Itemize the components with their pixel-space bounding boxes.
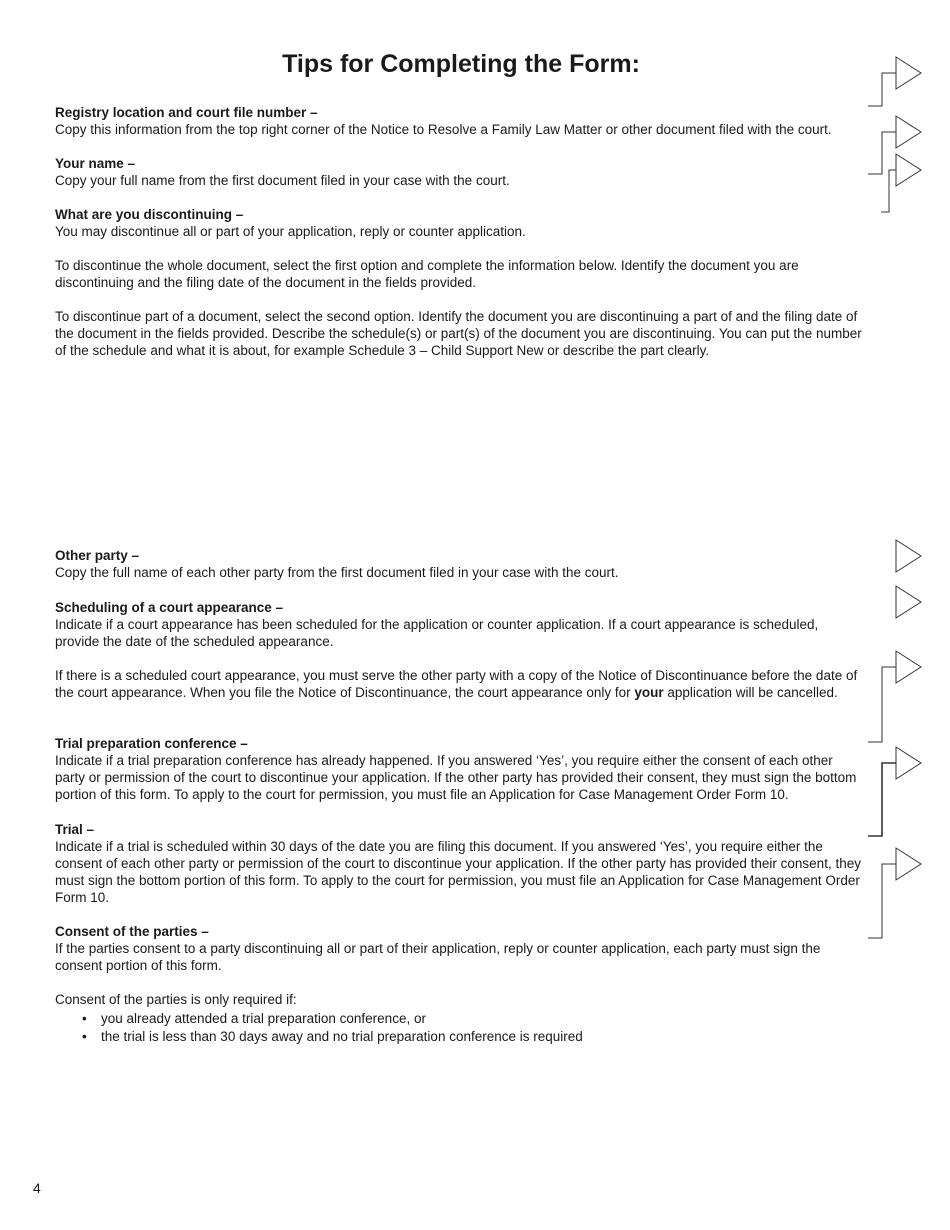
section-heading: Trial – (55, 822, 95, 837)
section-body: Indicate if a trial preparation conference has already happened. If you answered ‘Yes’, you require either the consent of each other party or permission of the court to discontinue your application. If the other party has provided their consent, they must sign the bottom portion of this form. To apply to the court for permission, you must file an Application for Case Management Order Form 10. (55, 753, 857, 802)
triangle-marker-icon (896, 747, 921, 779)
serve-text-after: application will be cancelled. (667, 685, 838, 700)
section-heading: What are you discontinuing – (55, 207, 244, 222)
section-paragraph-whole: To discontinue the whole document, select the first option and complete the information below. Identify the document you are discontinuing and the filing date of the document in the fields provided. (55, 258, 799, 290)
section-heading: Scheduling of a court appearance – (55, 600, 284, 615)
section-heading: Trial preparation conference – (55, 736, 248, 751)
section-body: Copy this information from the top right corner of the Notice to Resolve a Family Law Matter or other document filed with the court. (55, 122, 832, 137)
triangle-marker-icon (896, 586, 921, 618)
page-title: Tips for Completing the Form: (282, 50, 640, 78)
section-heading: Your name – (55, 156, 136, 171)
bracket-connector-icon (868, 132, 896, 174)
list-item: • you already attended a trial preparation conference, or (55, 1010, 865, 1027)
triangle-marker-icon (896, 540, 921, 572)
bracket-connector-icon (868, 864, 896, 938)
serve-text-before: If there is a scheduled court appearance, you must serve the other party with a copy of the Notice of Discontinuance before the date of the court appearance. When you file the Notice of Discontinuance, the court appearance only for (55, 668, 858, 700)
section-body: You may discontinue all or part of your application, reply or counter application. (55, 224, 526, 239)
consent-only-if: Consent of the parties is only required if: (55, 992, 297, 1007)
list-item: • the trial is less than 30 days away and no trial preparation conference is required (55, 1028, 865, 1045)
section-paragraph-part: To discontinue part of a document, select the second option. Identify the document you are discontinuing a part of and the filing date of the document in the fields provided. Describe the schedule(s) or part(s) of the document you are discontinuing. You can put the number of the schedule and what it is about, for example Schedule 3 – Child Support New or describe the part clearly. (55, 309, 862, 358)
section-body: Indicate if a trial is scheduled within 30 days of the date you are filing this document. If you answered ‘Yes’, you require either the consent of each other party or permission of the court to discontinue your application. If the other party has provided their consent, they must sign the bottom portion of this form. To apply to the court for permission, you must file an Application for Case Management Order Form 10. (55, 839, 861, 905)
triangle-marker-icon (896, 154, 921, 186)
section-heading: Other party – (55, 548, 140, 563)
bracket-connector-icon (868, 667, 896, 742)
section-heading: Registry location and court file number – (55, 105, 318, 120)
page-number: 4 (33, 1180, 41, 1196)
triangle-marker-icon (896, 116, 921, 148)
serve-text-bold: your (634, 685, 664, 700)
section-body: If the parties consent to a party discontinuing all or part of their application, reply or counter application, each party must sign the consent portion of this form. (55, 941, 821, 973)
triangle-marker-icon (896, 848, 921, 880)
bracket-connector-icon (881, 170, 896, 212)
section-body: Indicate if a court appearance has been scheduled for the application or counter application. If a court appearance is scheduled, provide the date of the scheduled appearance. (55, 617, 819, 649)
section-body: Copy the full name of each other party from the first document filed in your case with the court. (55, 565, 619, 580)
section-heading: Consent of the parties – (55, 924, 209, 939)
bracket-connector-icon (868, 763, 896, 836)
section-body: Copy your full name from the first document filed in your case with the court. (55, 173, 510, 188)
triangle-marker-icon (896, 57, 921, 89)
triangle-marker-icon (896, 651, 921, 683)
bracket-connector-icon (868, 73, 896, 106)
